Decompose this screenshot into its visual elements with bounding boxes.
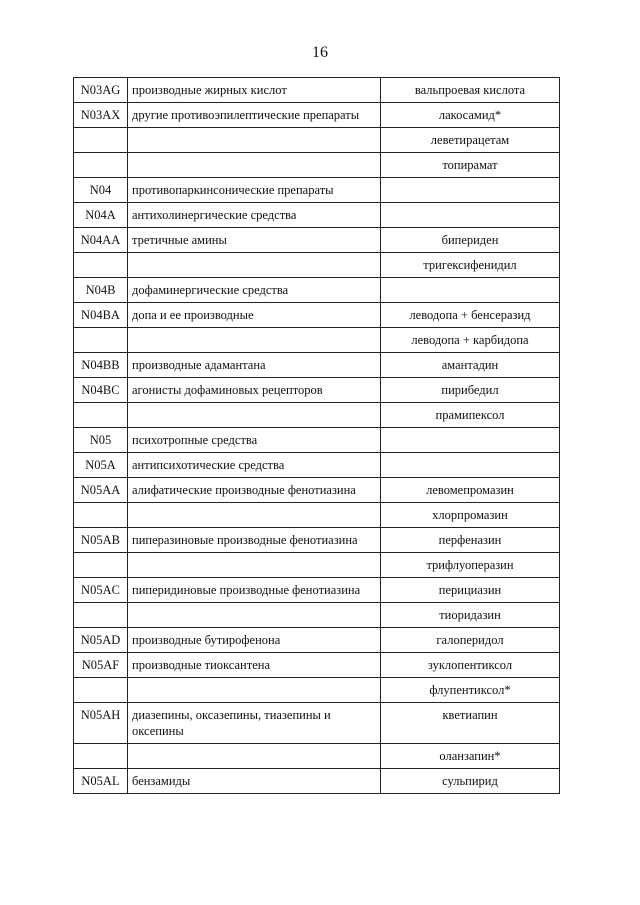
atc-code-cell: N03AG — [74, 78, 128, 103]
group-name-cell: агонисты дофаминовых рецепторов — [128, 378, 381, 403]
table-row — [74, 303, 560, 328]
drug-name-cell: зуклопентиксол — [381, 653, 560, 678]
atc-code-cell: N03AX — [74, 103, 128, 128]
drug-name-cell: амантадин — [381, 353, 560, 378]
atc-code-cell — [74, 153, 128, 178]
table-row — [74, 378, 560, 403]
table-row — [74, 553, 560, 578]
table-row — [74, 153, 560, 178]
group-name-cell — [128, 328, 381, 353]
table-row — [74, 278, 560, 303]
table-row — [74, 744, 560, 769]
group-name-cell: противопаркинсонические препараты — [128, 178, 381, 203]
drug-name-cell: прамипексол — [381, 403, 560, 428]
drug-name-cell — [381, 453, 560, 478]
drug-name-cell: галоперидол — [381, 628, 560, 653]
atc-code-cell: N05A — [74, 453, 128, 478]
group-name-cell — [128, 553, 381, 578]
atc-code-cell — [74, 128, 128, 153]
atc-table-body — [74, 78, 560, 794]
atc-code-cell — [74, 744, 128, 769]
atc-code-cell: N04AA — [74, 228, 128, 253]
drug-name-cell: перициазин — [381, 578, 560, 603]
group-name-cell — [128, 403, 381, 428]
drug-name-cell: трифлуоперазин — [381, 553, 560, 578]
atc-code-cell: N05AD — [74, 628, 128, 653]
drug-name-cell — [381, 178, 560, 203]
atc-code-cell — [74, 403, 128, 428]
table-row — [74, 678, 560, 703]
group-name-cell: производные тиоксантена — [128, 653, 381, 678]
table-row — [74, 628, 560, 653]
table-row — [74, 103, 560, 128]
drug-name-cell — [381, 428, 560, 453]
drug-name-cell: тиоридазин — [381, 603, 560, 628]
drug-name-cell: леветирацетам — [381, 128, 560, 153]
table-row — [74, 428, 560, 453]
drug-name-cell: левомепромазин — [381, 478, 560, 503]
table-row — [74, 178, 560, 203]
atc-code-cell: N05AF — [74, 653, 128, 678]
atc-code-cell: N04BC — [74, 378, 128, 403]
drug-name-cell: топирамат — [381, 153, 560, 178]
table-row — [74, 503, 560, 528]
group-name-cell: бензамиды — [128, 769, 381, 794]
group-name-cell: психотропные средства — [128, 428, 381, 453]
group-name-cell — [128, 253, 381, 278]
group-name-cell — [128, 678, 381, 703]
atc-code-cell: N05AH — [74, 703, 128, 744]
atc-code-cell: N05AL — [74, 769, 128, 794]
group-name-cell: пиперидиновые производные фенотиазина — [128, 578, 381, 603]
atc-code-cell — [74, 328, 128, 353]
table-row — [74, 603, 560, 628]
atc-code-cell: N04B — [74, 278, 128, 303]
table-row — [74, 528, 560, 553]
group-name-cell: диазепины, оксазепины, тиазепины и оксепины — [128, 703, 381, 744]
drug-name-cell: хлорпромазин — [381, 503, 560, 528]
table-row — [74, 228, 560, 253]
drug-name-cell: леводопа + бенсеразид — [381, 303, 560, 328]
atc-code-cell: N04BA — [74, 303, 128, 328]
page-number: 16 — [312, 44, 328, 61]
table-row — [74, 478, 560, 503]
drug-name-cell: флупентиксол* — [381, 678, 560, 703]
drug-name-cell: пирибедил — [381, 378, 560, 403]
group-name-cell — [128, 744, 381, 769]
group-name-cell — [128, 128, 381, 153]
table-row — [74, 703, 560, 744]
group-name-cell: дофаминергические средства — [128, 278, 381, 303]
atc-code-cell — [74, 603, 128, 628]
table-row — [74, 769, 560, 794]
group-name-cell — [128, 153, 381, 178]
drug-name-cell: тригексифенидил — [381, 253, 560, 278]
drug-name-cell — [381, 278, 560, 303]
group-name-cell: допа и ее производные — [128, 303, 381, 328]
atc-table — [73, 77, 560, 794]
drug-name-cell: бипериден — [381, 228, 560, 253]
atc-code-cell: N05AC — [74, 578, 128, 603]
atc-code-cell: N05AB — [74, 528, 128, 553]
drug-name-cell: леводопа + карбидопа — [381, 328, 560, 353]
drug-name-cell: сульпирид — [381, 769, 560, 794]
group-name-cell — [128, 503, 381, 528]
group-name-cell: производные бутирофенона — [128, 628, 381, 653]
group-name-cell: антипсихотические средства — [128, 453, 381, 478]
table-row — [74, 653, 560, 678]
atc-code-cell: N04A — [74, 203, 128, 228]
atc-code-cell — [74, 503, 128, 528]
group-name-cell: алифатические производные фенотиазина — [128, 478, 381, 503]
table-row — [74, 453, 560, 478]
table-row — [74, 403, 560, 428]
drug-name-cell: перфеназин — [381, 528, 560, 553]
atc-code-cell — [74, 253, 128, 278]
atc-code-cell: N04 — [74, 178, 128, 203]
group-name-cell: третичные амины — [128, 228, 381, 253]
table-row — [74, 578, 560, 603]
group-name-cell: другие противоэпилептические препараты — [128, 103, 381, 128]
table-row — [74, 253, 560, 278]
atc-code-cell — [74, 553, 128, 578]
group-name-cell: производные адамантана — [128, 353, 381, 378]
group-name-cell — [128, 603, 381, 628]
drug-name-cell — [381, 203, 560, 228]
table-row — [74, 128, 560, 153]
drug-name-cell: оланзапин* — [381, 744, 560, 769]
table-row — [74, 203, 560, 228]
drug-name-cell: вальпроевая кислота — [381, 78, 560, 103]
drug-name-cell: лакосамид* — [381, 103, 560, 128]
atc-code-cell — [74, 678, 128, 703]
group-name-cell: антихолинергические средства — [128, 203, 381, 228]
atc-code-cell: N04BB — [74, 353, 128, 378]
group-name-cell: пиперазиновые производные фенотиазина — [128, 528, 381, 553]
table-row — [74, 328, 560, 353]
atc-code-cell: N05 — [74, 428, 128, 453]
group-name-cell: производные жирных кислот — [128, 78, 381, 103]
atc-code-cell: N05AA — [74, 478, 128, 503]
drug-name-cell: кветиапин — [381, 703, 560, 744]
table-row — [74, 353, 560, 378]
table-row — [74, 78, 560, 103]
